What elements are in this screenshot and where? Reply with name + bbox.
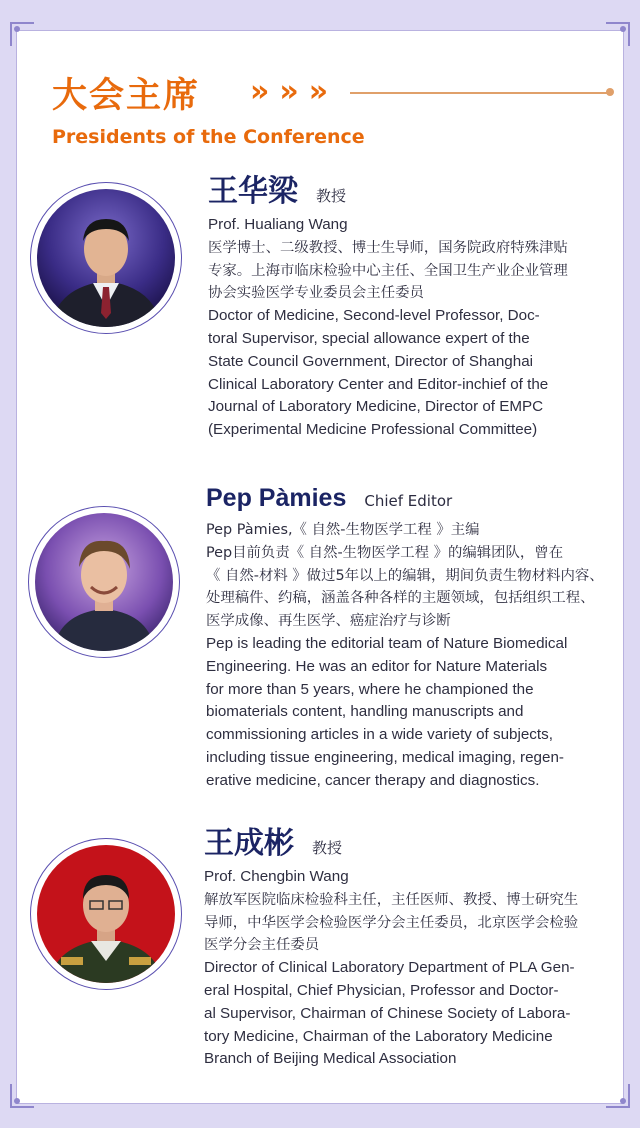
bio-line: State Council Government, Director of Shanghai: [208, 352, 534, 370]
bio-line: 专家。上海市临床检验中心主任、全国卫生产业企业管理: [208, 262, 568, 279]
bio-line: 医学博士、二级教授、博士生导师，国务院政府特殊津贴: [208, 239, 568, 256]
president-bio: [208, 214, 568, 442]
bio-line: 导师，中华医学会检验医学分会主任委员，北京医学会检验: [204, 914, 579, 931]
frame-corner-decoration: [10, 1084, 34, 1108]
frame-dot: [14, 1098, 20, 1104]
frame-dot: [620, 1098, 626, 1104]
title-divider: [350, 92, 612, 94]
frame-dot: [14, 26, 20, 32]
bio-line: Clinical Laboratory Center and Editor-inchief of the: [208, 375, 549, 393]
portrait-chengbin-wang-icon: [37, 845, 175, 983]
bio-line: 《 自然-材料 》做过5年以上的编辑，期间负责生物材料内容、: [206, 567, 604, 584]
bio-line: Pep目前负责《 自然-生物医学工程 》的编辑团队，曾在: [206, 544, 564, 561]
president-title: 教授: [312, 839, 343, 857]
president-name: Pep Pàmies: [206, 484, 347, 512]
bio-line: Doctor of Medicine, Second-level Professor, Doc-: [208, 307, 540, 325]
president-entry: [204, 818, 578, 1071]
bio-line: 解放军医院临床检验科主任，主任医师、教授、博士研究生: [204, 891, 579, 908]
bio-line: erative medicine, cancer therapy and diagnostics.: [206, 771, 540, 789]
bio-line: 医学分会主任委员: [204, 937, 320, 954]
bio-line: commissioning articles in a wide variety of subjects,: [206, 726, 553, 744]
portrait-photo: [30, 838, 182, 990]
bio-line: biomaterials content, handling manuscripts and: [206, 703, 524, 721]
bio-line: (Experimental Medicine Professional Committee): [208, 421, 538, 439]
bio-line: 协会实验医学专业委员会主任委员: [208, 285, 424, 302]
chevron-decoration-icon: »»»: [250, 74, 339, 109]
president-entry: [206, 484, 604, 793]
section-subtitle: Presidents of the Conference: [52, 126, 365, 148]
bio-line: tory Medicine, Chairman of the Laboratory Medicine: [204, 1027, 553, 1045]
bio-line: eral Hospital, Chief Physician, Professor and Doctor-: [204, 981, 559, 999]
bio-line: Prof. Hualiang Wang: [208, 216, 348, 233]
president-title: Chief Editor: [364, 492, 453, 510]
bio-line: for more than 5 years, where he championed the: [206, 680, 534, 698]
bio-line: Prof. Chengbin Wang: [204, 868, 349, 885]
portrait-hualiang-wang-icon: [37, 189, 175, 327]
bio-line: Engineering. He was an editor for Nature Materials: [206, 657, 548, 675]
frame-corner-decoration: [606, 22, 630, 46]
frame-corner-decoration: [606, 1084, 630, 1108]
bio-line: including tissue engineering, medical imaging, regen-: [206, 748, 564, 766]
bio-line: 处理稿件、约稿，涵盖各种各样的主题领域，包括组织工程、: [206, 590, 595, 607]
president-name: 王华梁: [208, 174, 298, 209]
bio-line: 医学成像、再生医学、癌症治疗与诊断: [206, 613, 451, 630]
bio-line: toral Supervisor, special allowance expert of the: [208, 329, 530, 347]
frame-dot: [620, 26, 626, 32]
bio-line: al Supervisor, Chairman of Chinese Society of Labora-: [204, 1004, 571, 1022]
bio-line: Pep Pàmies,《 自然-生物医学工程 》主编: [206, 522, 480, 538]
portrait-pep-pamies-icon: [35, 513, 173, 651]
president-title: 教授: [316, 187, 347, 205]
president-entry: [208, 166, 568, 442]
bio-line: Pep is leading the editorial team of Nature Biomedical: [206, 634, 568, 652]
frame-corner-decoration: [10, 22, 34, 46]
section-title: 大会主席: [52, 76, 201, 116]
title-divider-dot: [606, 88, 614, 96]
president-bio: [206, 519, 604, 793]
bio-line: Journal of Laboratory Medicine, Director of EMPC: [208, 398, 544, 416]
portrait-photo: [30, 182, 182, 334]
portrait-photo: [28, 506, 180, 658]
bio-line: Branch of Beijing Medical Association: [204, 1050, 457, 1068]
president-bio: [204, 866, 578, 1071]
bio-line: Director of Clinical Laboratory Department of PLA Gen-: [204, 959, 575, 977]
president-name: 王成彬: [204, 826, 294, 861]
